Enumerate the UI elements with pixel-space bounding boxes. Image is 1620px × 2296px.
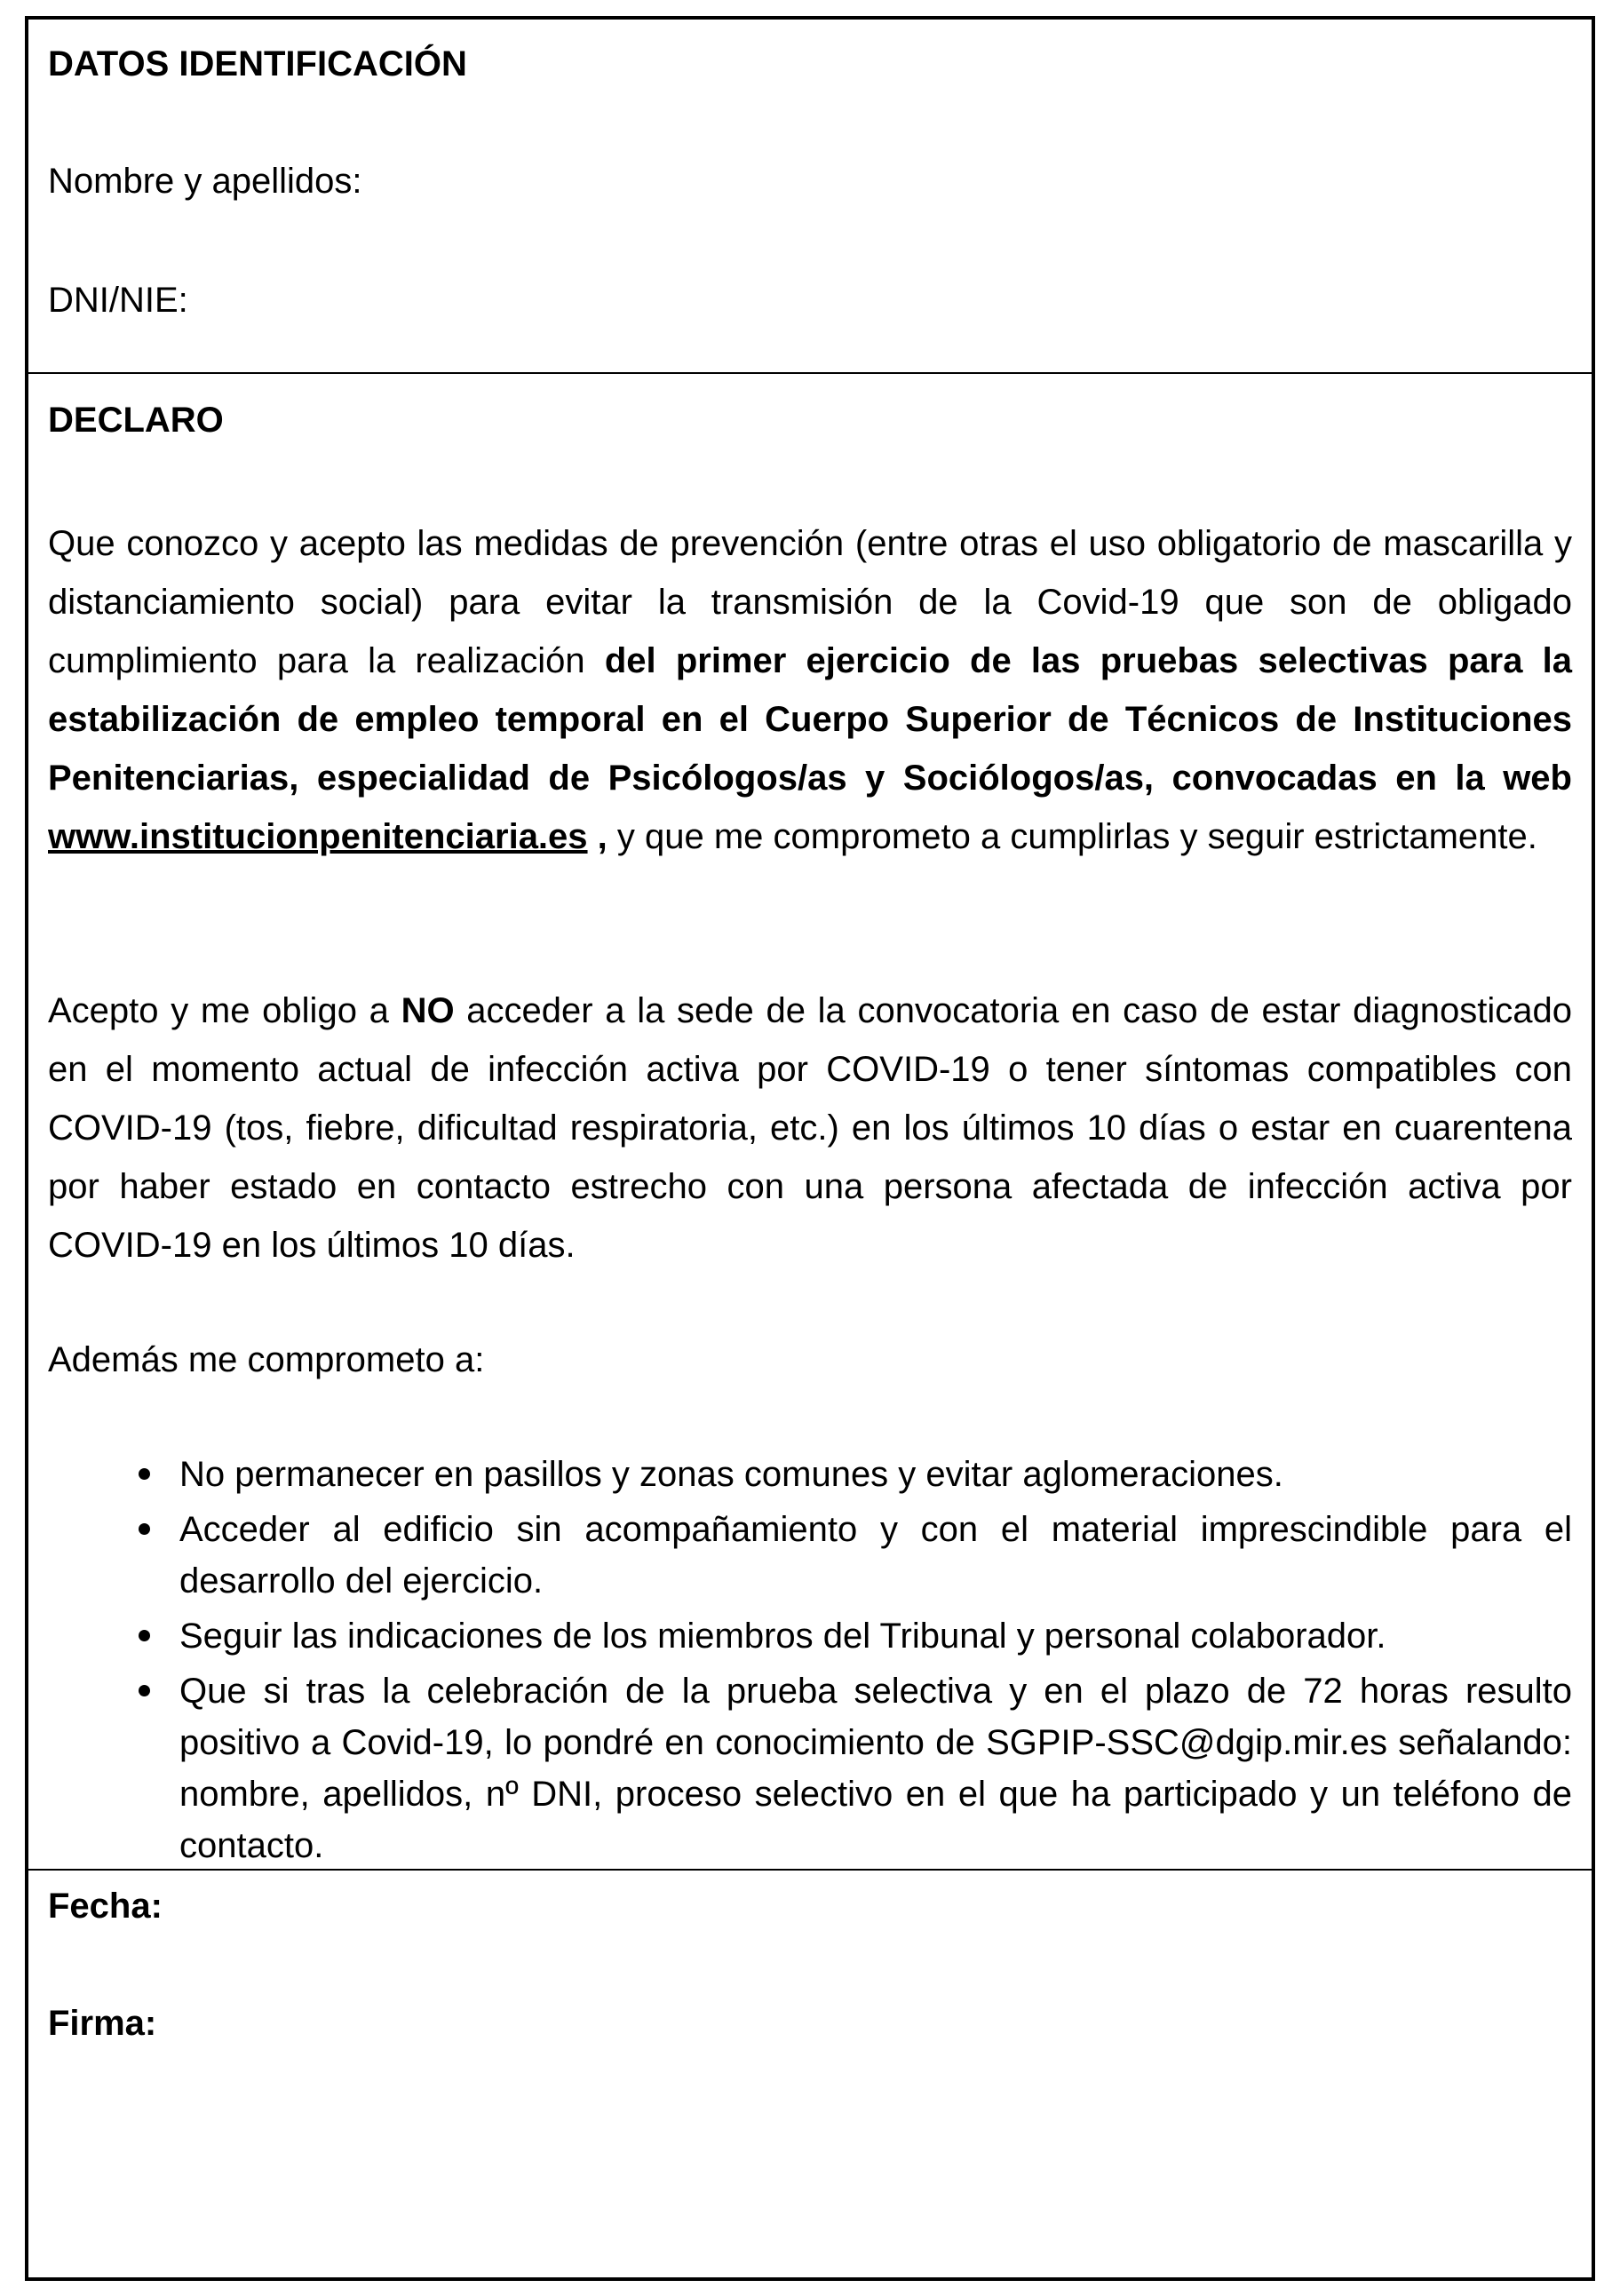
p1-bold-comma: ,: [587, 817, 608, 856]
commitment-item: [48, 1610, 1572, 1662]
p1-end-text: y que me comprometo a cumplirlas y seguir estrictamente.: [607, 817, 1537, 856]
commitment-item-text: Seguir las indicaciones de los miembros del Tribunal y personal colaborador.: [179, 1617, 1386, 1656]
dni-label: DNI/NIE:: [48, 281, 188, 320]
website-link[interactable]: www.institucionpenitenciaria.es: [48, 817, 588, 856]
declaration-paragraph-2: [48, 981, 1572, 1275]
commitment-item: [48, 1665, 1572, 1871]
p1-intro-text: Que conozco y acepto las medidas de prevención (entre otras el uso obligatorio de mascarilla y distanciamiento social) para evitar la transmisión de la Covid-19 que son de obligado cumplimiento para la realización: [48, 524, 1572, 680]
p2-bold-no: NO: [401, 991, 455, 1030]
commitment-list: [48, 1449, 1572, 1875]
bullet-icon: [139, 1685, 150, 1696]
p1-bold-text: del primer ejercicio de las pruebas selectivas para la estabilización de empleo temporal en el Cuerpo Superior de Técnicos de Instituciones Penitenciarias, especialidad de Psicólogos/as y Sociólogos/as, convocadas en la web: [48, 641, 1573, 798]
p2-start-text: Acepto y me obligo a: [48, 991, 401, 1030]
signature-section: [28, 1869, 1592, 2277]
name-label: Nombre y apellidos:: [48, 162, 362, 201]
identification-heading: DATOS IDENTIFICACIÓN: [48, 44, 467, 83]
bullet-icon: [139, 1468, 150, 1480]
declaration-section: [28, 372, 1592, 1869]
date-label: Fecha:: [48, 1887, 163, 1926]
commitment-item: [48, 1504, 1572, 1607]
bullet-icon: [139, 1630, 150, 1641]
declaro-heading: DECLARO: [48, 401, 224, 440]
p2-end-text: acceder a la sede de la convocatoria en caso de estar diagnosticado en el momento actual de infección activa por COVID-19 o tener síntomas compatibles con COVID-19 (tos, fiebre, dificultad respiratoria, etc.) en los últimos 10 días o estar en cuarentena por haber estado en contacto estrecho con una persona afectada de infección activa por COVID-19 en los últimos 10 días.: [48, 991, 1572, 1265]
commitment-item-text: Que si tras la celebración de la prueba selectiva y en el plazo de 72 horas resulto positivo a Covid-19, lo pondré en conocimiento de SGPIP-SSC@dgip.mir.es señalando: nombre, apellidos, nº DNI, proceso selectivo en el que ha participado y un teléfono de contacto.: [179, 1672, 1572, 1865]
commitment-intro: Además me comprometo a:: [48, 1340, 485, 1379]
commitment-item-text: No permanecer en pasillos y zonas comunes y evitar aglomeraciones.: [179, 1455, 1283, 1494]
commitment-item: [48, 1449, 1572, 1500]
commitment-item-text: Acceder al edificio sin acompañamiento y con el material imprescindible para el desarrollo del ejercicio.: [179, 1510, 1572, 1601]
declaration-form: [25, 16, 1595, 2281]
bullet-icon: [139, 1523, 150, 1535]
signature-label: Firma:: [48, 2004, 157, 2043]
identification-section: [28, 20, 1592, 372]
declaration-paragraph-1: [48, 514, 1572, 866]
